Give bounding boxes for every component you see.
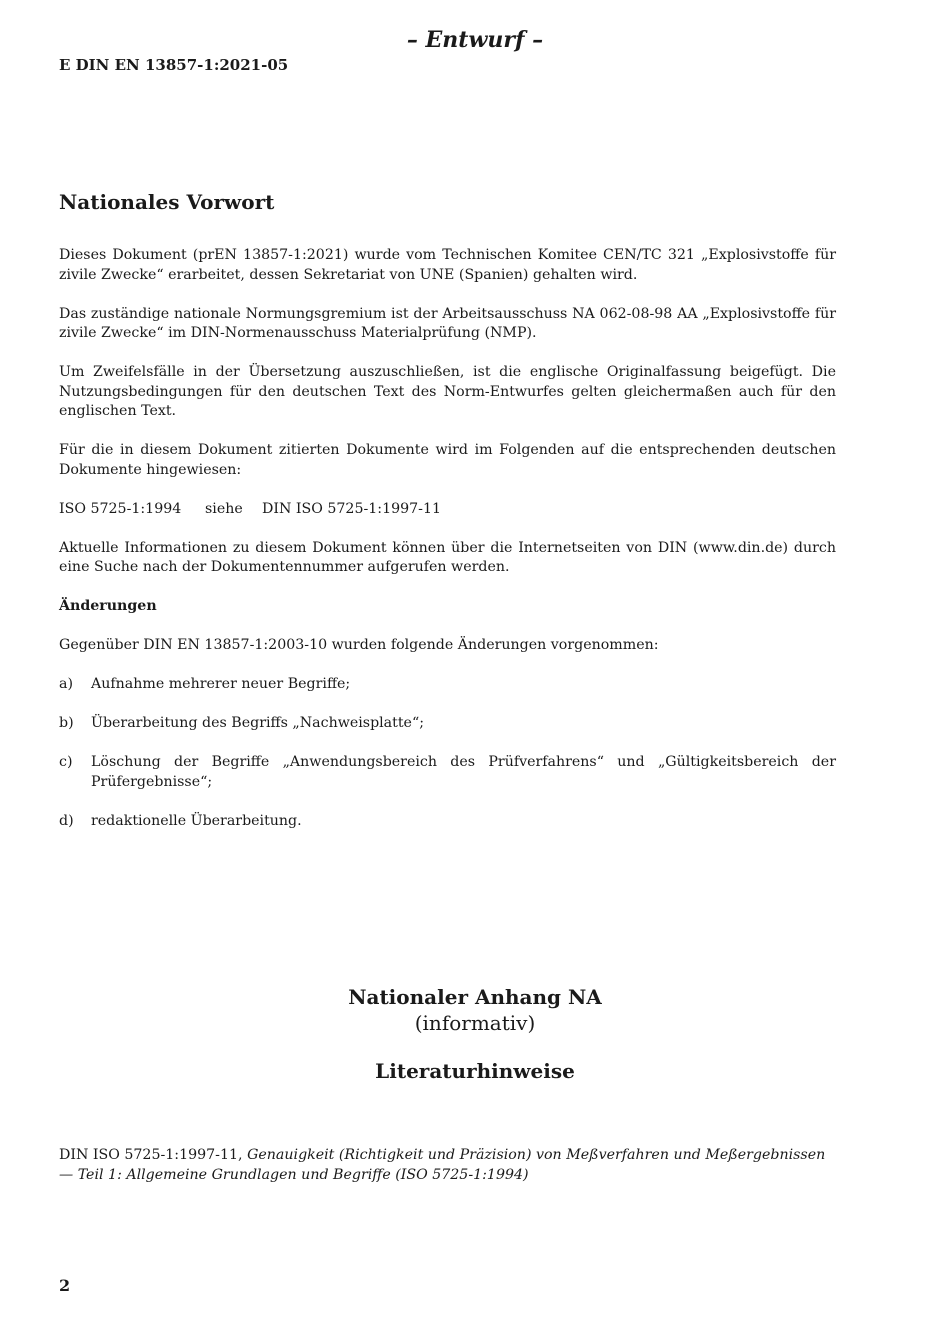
change-marker: c) [59, 754, 73, 770]
draft-mark: – Entwurf – [406, 27, 544, 53]
reference-din: DIN ISO 5725-1:1997-11 [262, 500, 442, 517]
annex-title: Nationaler Anhang NA [348, 985, 602, 1009]
changes-intro: Gegenüber DIN EN 13857-1:2003-10 wurden folgende Änderungen vorgenommen: [59, 637, 659, 653]
change-text: Aufnahme mehrerer neuer Begriffe; [91, 676, 351, 692]
change-marker: a) [59, 676, 73, 692]
reference-line [59, 500, 836, 520]
change-text: Überarbeitung des Begriffs „Nachweisplatte“; [91, 715, 424, 731]
literature-heading: Literaturhinweise [375, 1059, 575, 1083]
foreword-paragraph: Dieses Dokument (prEN 13857-1:2021) wurde vom Technischen Komitee CEN/TC 321 „Explosivstoffe für zivile Zwecke“ erarbeitet, dessen Sekretariat von UNE (Spanien) gehalten wird. [59, 247, 836, 283]
foreword-paragraph: Um Zweifelsfälle in der Übersetzung auszuschließen, ist die englische Originalfassung beigefügt. Die Nutzungsbedingungen für den deutschen Text des Norm-Entwurfes gelten gleichermaßen auch für den englischen Text. [59, 364, 836, 419]
change-marker: d) [59, 812, 74, 829]
foreword-title: Nationales Vorwort [59, 190, 275, 214]
change-item [59, 675, 836, 695]
bibliography-ref: DIN ISO 5725-1:1997-11, [59, 1147, 243, 1163]
reference-siehe: siehe [205, 500, 243, 517]
change-item [59, 812, 836, 832]
change-text: redaktionelle Überarbeitung. [91, 812, 302, 829]
reference-iso: ISO 5725-1:1994 [59, 500, 182, 517]
bibliography-title: Genauigkeit (Richtigkeit und Präzision) von Meßverfahren und Meßergebnissen — Teil 1: Allgemeine Grundlagen und Begriffe (ISO 5725-1:1994) [59, 1147, 826, 1183]
national-annex [0, 984, 950, 1084]
bibliography-entry [59, 1146, 836, 1185]
annex-subtitle: (informativ) [414, 1011, 536, 1035]
info-paragraph: Aktuelle Informationen zu diesem Dokument können über die Internetseiten von DIN (www.din.de) durch eine Suche nach der Dokumentennummer aufgerufen werden. [59, 539, 836, 575]
page-number: 2 [59, 1276, 71, 1295]
change-item [59, 753, 836, 792]
national-foreword [59, 188, 836, 851]
change-marker: b) [59, 715, 74, 731]
change-item [59, 714, 836, 734]
changes-heading: Änderungen [59, 598, 157, 614]
foreword-paragraph: Das zuständige nationale Normungsgremium ist der Arbeitsausschuss NA 062-08-98 AA „Explosivstoffe für zivile Zwecke“ im DIN-Normenausschuss Materialprüfung (NMP). [59, 305, 836, 341]
change-text: Löschung der Begriffe „Anwendungsbereich des Prüfverfahrens“ und „Gültigkeitsbereich der Prüfergebnisse“; [91, 754, 836, 790]
foreword-paragraph: Für die in diesem Dokument zitierten Dokumente wird im Folgenden auf die entsprechenden deutschen Dokumente hingewiesen: [59, 442, 836, 478]
document-id: E DIN EN 13857-1:2021-05 [59, 56, 289, 74]
